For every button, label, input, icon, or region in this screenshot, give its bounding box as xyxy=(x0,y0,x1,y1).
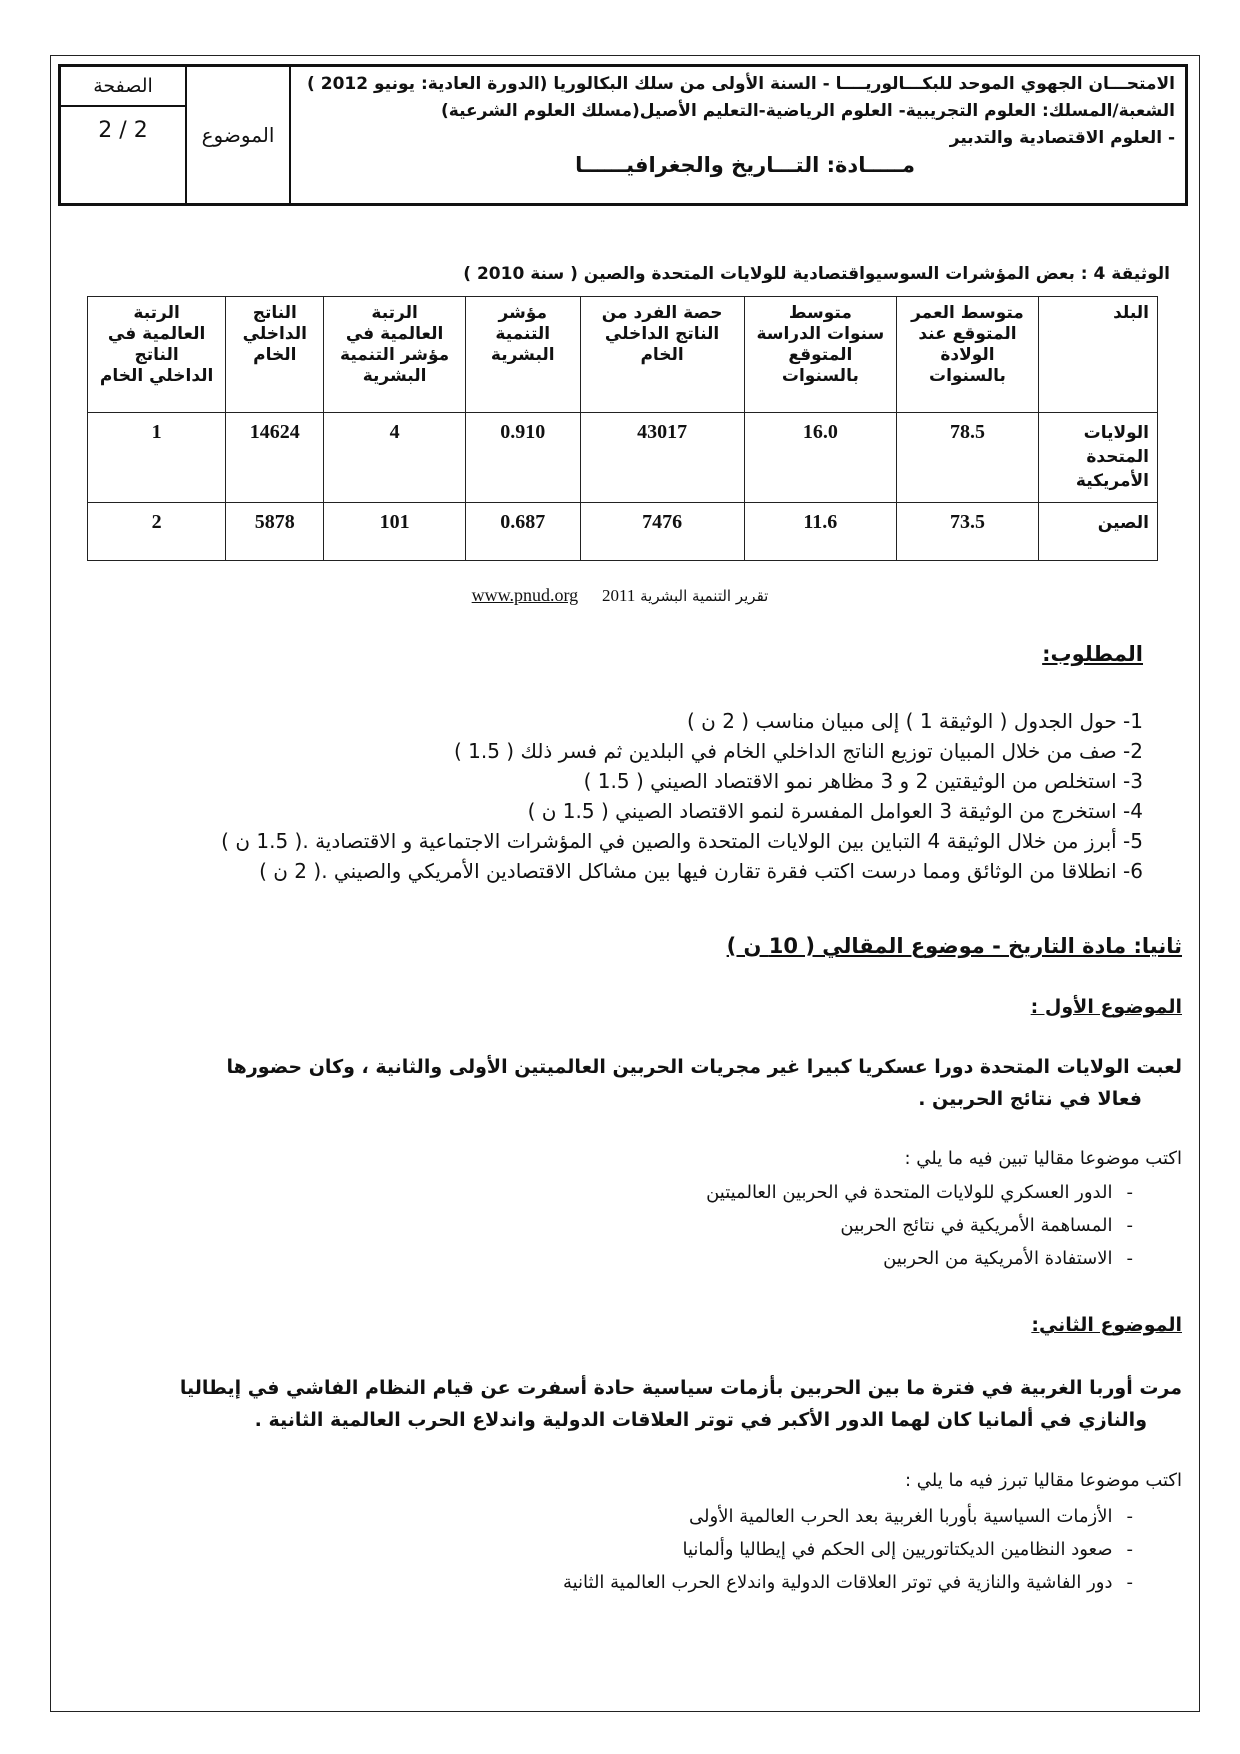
topic-1-title: الموضوع الأول : xyxy=(1030,996,1182,1018)
header-line: الخام xyxy=(640,345,684,365)
list-item: - الاستفادة الأمريكية من الحربين xyxy=(706,1242,1133,1275)
source-year: 2011 xyxy=(601,586,636,605)
source-link[interactable]: www.pnud.org xyxy=(471,585,579,605)
header-line: مؤشر xyxy=(498,303,548,323)
header-line: الناتج الداخلي xyxy=(604,324,720,344)
exam-subject: مـــــادة: التـــاريخ والجغرافيــــــا xyxy=(575,153,915,177)
statement-line: فعالا في نتائج الحربين . xyxy=(918,1088,1142,1110)
value-cell: 2 xyxy=(88,503,226,561)
statement-line: مرت أوربا الغربية في فترة ما بين الحربين بأزمات سياسية حادة أسفرت عن قيام النظام الفاشي في إيطاليا xyxy=(179,1377,1182,1399)
exam-track-line-2: - العلوم الاقتصادية والتدبير xyxy=(949,128,1175,148)
header-line: الداخلي الخام xyxy=(99,366,214,386)
topic-2-statement xyxy=(62,1372,1182,1436)
exam-track-line: الشعبة/المسلك: العلوم التجريبية- العلوم الرياضية-التعليم الأصيل(مسلك العلوم الشرعية) xyxy=(440,101,1175,121)
header-line: الرتبة xyxy=(133,303,180,323)
header-line: البشرية xyxy=(362,366,427,386)
value-cell: 0.687 xyxy=(465,503,580,561)
header-line: العالمية في xyxy=(107,324,206,344)
header-line: الناتج xyxy=(134,345,179,365)
history-section-title: ثانيا: مادة التاريخ - موضوع المقالي ( 10 ن ) xyxy=(726,934,1182,958)
topic-1-statement xyxy=(62,1051,1182,1115)
topic-2-title: الموضوع الثاني: xyxy=(1031,1314,1182,1336)
document-4-title: الوثيقة 4 : بعض المؤشرات السوسيواقتصادية للولايات المتحدة والصين ( سنة 2010 ) xyxy=(463,264,1170,284)
column-header xyxy=(897,297,1039,413)
value-cell: 5878 xyxy=(226,503,324,561)
header-line: متوسط xyxy=(788,303,852,323)
value-cell: 43017 xyxy=(580,413,744,503)
page-cell xyxy=(61,67,185,203)
topic-2-points xyxy=(563,1500,1133,1599)
topic-label: الموضوع xyxy=(185,67,289,203)
question-item: 2- صف من خلال المبيان توزيع الناتج الداخلي الخام في البلدين ثم فسر ذلك ( 1.5 ) xyxy=(453,739,1143,763)
header-line: سنوات الدراسة xyxy=(756,324,885,344)
question-item: 3- استخلص من الوثيقتين 2 و 3 مظاهر نمو الاقتصاد الصيني ( 1.5 ) xyxy=(583,769,1143,793)
value-cell: 1 xyxy=(88,413,226,503)
header-line: العالمية في xyxy=(345,324,444,344)
column-header xyxy=(324,297,466,413)
question-item: 1- حول الجدول ( الوثيقة 1 ) إلى مبيان مناسب ( 2 ن ) xyxy=(686,709,1143,733)
list-item: - دور الفاشية والنازية في توتر العلاقات الدولية واندلاع الحرب العالمية الثانية xyxy=(563,1566,1133,1599)
indicators-table xyxy=(87,296,1158,561)
table-row xyxy=(88,503,1158,561)
country-line: المتحدة xyxy=(1086,447,1149,467)
questions-list xyxy=(23,706,1143,886)
column-header xyxy=(580,297,744,413)
list-item: - الدور العسكري للولايات المتحدة في الحربين العالميتين xyxy=(706,1176,1133,1209)
list-item: - المساهمة الأمريكية في نتائج الحربين xyxy=(706,1209,1133,1242)
column-header xyxy=(88,297,226,413)
header-line: الداخلي xyxy=(242,324,307,344)
list-item: - الأزمات السياسية بأوربا الغربية بعد الحرب العالمية الأولى xyxy=(563,1500,1133,1533)
exam-info xyxy=(289,67,1185,203)
statement-line: لعبت الولايات المتحدة دورا عسكريا كبيرا غير مجريات الحربين العالميتين الأولى والثانية ، وكان حضورها xyxy=(226,1056,1182,1078)
column-header xyxy=(465,297,580,413)
column-header xyxy=(226,297,324,413)
country-line: الأمريكية xyxy=(1075,471,1149,491)
page-number: 2 / 2 xyxy=(98,118,148,143)
source-text: تقرير التنمية البشرية xyxy=(640,587,769,605)
column-header xyxy=(744,297,897,413)
required-title: المطلوب: xyxy=(1042,642,1143,666)
value-cell: 4 xyxy=(324,413,466,503)
value-cell: 7476 xyxy=(580,503,744,561)
country-line: الولايات xyxy=(1083,423,1149,443)
header-line: مؤشر التنمية xyxy=(340,345,450,365)
header-line: الخام xyxy=(253,345,297,365)
value-cell: 78.5 xyxy=(897,413,1039,503)
topic-1-points xyxy=(706,1176,1133,1275)
header-line: بالسنوات xyxy=(928,366,1006,386)
value-cell: 16.0 xyxy=(744,413,897,503)
column-header xyxy=(1038,297,1157,413)
header-line: الولادة xyxy=(940,345,995,365)
header-line: الناتج xyxy=(252,303,297,323)
header-line: متوسط العمر xyxy=(911,303,1024,323)
header-line: الرتبة xyxy=(371,303,418,323)
header-line: المتوقع بالسنوات xyxy=(781,345,859,386)
table-row xyxy=(88,413,1158,503)
value-cell: 0.910 xyxy=(465,413,580,503)
value-cell: 73.5 xyxy=(897,503,1039,561)
header-line: المتوقع عند xyxy=(918,324,1017,344)
country-cell xyxy=(1038,503,1157,561)
statement-line: والنازي في ألمانيا كان لهما الدور الأكبر في توتر العلاقات الدولية واندلاع الحرب العالمية الثانية . xyxy=(254,1409,1147,1431)
question-item: 4- استخرج من الوثيقة 3 العوامل المفسرة لنمو الاقتصاد الصيني ( 1.5 ن ) xyxy=(527,799,1143,823)
question-item: 5- أبرز من خلال الوثيقة 4 التباين بين الولايات المتحدة والصين في المؤشرات الاجتماعية و الاقتصادية .( 1.5 ن ) xyxy=(221,829,1143,853)
value-cell: 101 xyxy=(324,503,466,561)
country-line: الصين xyxy=(1097,513,1149,533)
value-cell: 11.6 xyxy=(744,503,897,561)
topic-1-intro: اكتب موضوعا مقاليا تبين فيه ما يلي : xyxy=(904,1148,1182,1169)
header-line: البلد xyxy=(1113,303,1149,323)
question-item: 6- انطلاقا من الوثائق ومما درست اكتب فقرة تقارن فيها بين مشاكل الاقتصادين الأمريكي والصيني .( 2 ن ) xyxy=(259,859,1143,883)
value-cell: 14624 xyxy=(226,413,324,503)
exam-header xyxy=(58,64,1188,206)
header-line: التنمية xyxy=(495,324,551,344)
exam-title-line: الامتحـــان الجهوي الموحد للبكـــالوريــــا - السنة الأولى من سلك البكالوريا (الدورة العادية: يونيو 2012 ) xyxy=(307,74,1175,94)
topic-2-intro: اكتب موضوعا مقاليا تبرز فيه ما يلي : xyxy=(904,1470,1182,1491)
country-cell xyxy=(1038,413,1157,503)
header-line: البشرية xyxy=(490,345,555,365)
table-header-row xyxy=(88,297,1158,413)
table-source xyxy=(0,585,1240,606)
header-line: حصة الفرد من xyxy=(601,303,723,323)
page-label: الصفحة xyxy=(61,67,185,107)
list-item: - صعود النظامين الديكتاتوريين إلى الحكم في إيطاليا وألمانيا xyxy=(563,1533,1133,1566)
table-body xyxy=(88,413,1158,561)
